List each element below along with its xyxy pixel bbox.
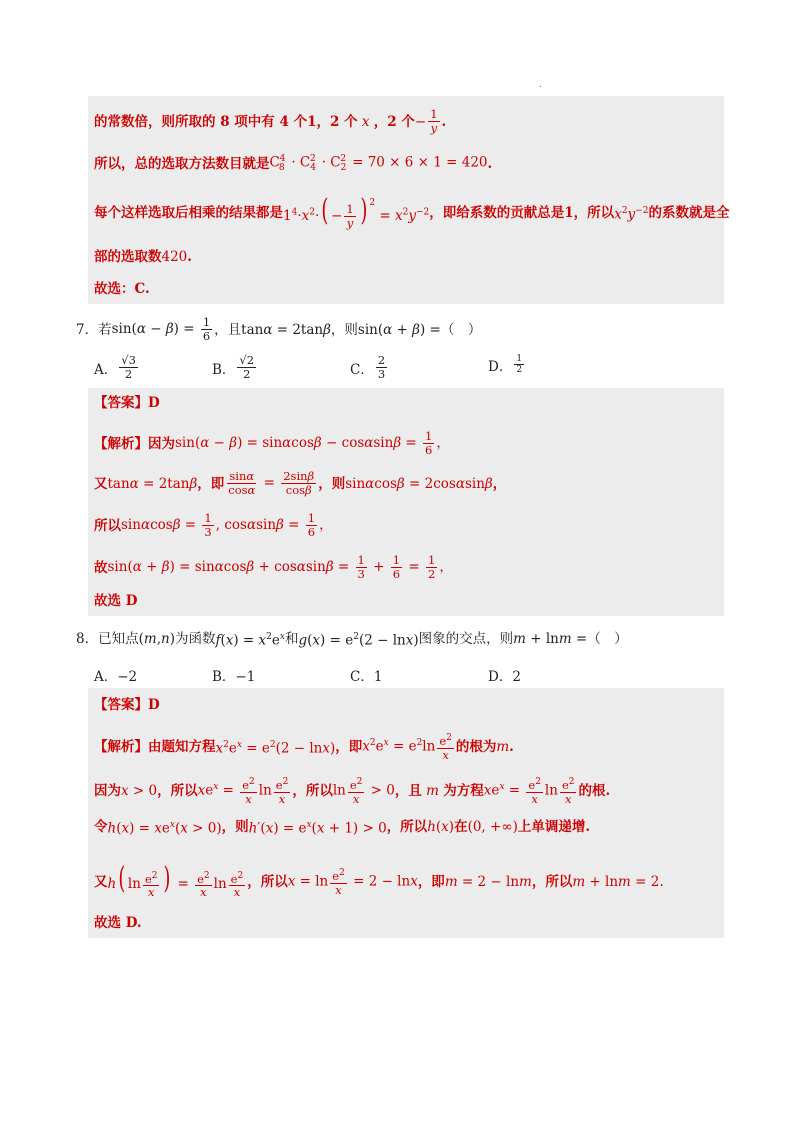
text: ，且: [394, 782, 422, 799]
text: 【答案】D: [94, 395, 160, 411]
text: ，: [492, 475, 507, 492]
formula: x = ln $\frac{e^2}{x}$ = 2 − lnx: [287, 867, 418, 897]
text: 因为: [94, 782, 121, 799]
analysis-line-3: [94, 816, 590, 838]
text: 故选 D.: [94, 915, 142, 931]
condition-sin: sin(α − β) = $\frac{1}{6}$: [111, 315, 211, 343]
option-text: C．1: [350, 669, 383, 685]
text: 又: [94, 475, 108, 492]
text: ，即: [335, 738, 363, 755]
solution-line-4: [94, 248, 192, 266]
text: ，所以: [531, 873, 573, 890]
question-number: 8．: [76, 630, 99, 647]
text: ，则: [330, 321, 358, 338]
q8-option-d: [488, 665, 521, 685]
text: （ ）: [440, 321, 482, 338]
text: 为函数: [174, 630, 216, 647]
interval: (0, +∞): [467, 818, 518, 835]
solution-line-3: [94, 193, 730, 230]
text: ，且: [214, 321, 242, 338]
text: 的根.: [578, 782, 611, 799]
text: 故选：C.: [94, 281, 150, 297]
text: 因为: [148, 435, 175, 452]
text: 的系数就是全: [648, 205, 730, 221]
text: 已知点: [98, 630, 139, 647]
text: .: [487, 155, 493, 172]
target-expression: m + lnm =: [513, 630, 588, 647]
answer-tag: [94, 394, 160, 412]
formula: sin(α − β) = sinαcosβ − cosαsinβ = $\frac{1}{6}$ ，: [175, 429, 450, 457]
combination-formula: $C_8^4 \cdot C_4^2 \cdot C_2^2 = 70 \times 6 \times 1 = 420$: [269, 154, 488, 174]
text: 故选 D: [94, 593, 138, 609]
formula: h( ln $\frac{e^2}{x}$ ) = $\frac{e^2}{x}$ ln $\frac{e^2}{x}$: [107, 861, 244, 900]
option-text: B．−1: [212, 669, 256, 685]
text: 若: [98, 321, 112, 338]
text: ，即: [197, 475, 225, 492]
q8-option-a: [94, 665, 137, 685]
question-7-stem: [76, 316, 481, 343]
text: 所以: [94, 517, 121, 534]
option-text: A．−2: [94, 669, 138, 685]
text: .: [441, 113, 447, 130]
option-value: $\frac{1}{2}$: [516, 354, 523, 375]
var-x: x: [357, 113, 374, 130]
q8-option-b: [212, 665, 255, 685]
formula: m = 2 − lnm: [444, 873, 532, 890]
formula: $x^2e^x = e^2\ln$ $\frac{e^2}{x}$: [362, 733, 452, 762]
text: ，则: [221, 818, 249, 835]
formula: h(x): [427, 818, 455, 835]
q7-option-c: [350, 354, 389, 381]
text: ，即给系数的贡献总是1，所以: [429, 205, 615, 221]
product-expression: $1^4\cdot x^2\cdot$( − $\frac{1}{y}$ ) $^2 = x^2y^{-2}$: [283, 193, 430, 230]
text: 图象的交点，则: [418, 630, 514, 647]
text: ，所以: [386, 818, 428, 835]
formula: $\frac{\sin\alpha}{\cos\alpha}$ = $\frac{2\sin\beta}{\cos\beta}$: [228, 469, 315, 497]
fraction-1-over-y: $\frac{1}{y}$: [430, 107, 438, 135]
analysis-line-2: [94, 470, 506, 497]
formula: $h'(x) = e^x(x + 1) > 0$: [248, 820, 387, 837]
var-m: m: [421, 782, 444, 799]
option-value: $\frac{2}{3}$: [377, 353, 386, 381]
formula: $xe^x$ = $\frac{e^2}{x}$ ln $\frac{e^2}{x}$: [483, 777, 575, 806]
formula: $x^2e^x = e^2(2 - \ln x)$: [215, 740, 336, 757]
text: 令: [94, 818, 108, 835]
formula: $xe^x$ = $\frac{e^2}{x}$ ln $\frac{e^2}{x}$: [197, 777, 289, 806]
option-text: D．2: [488, 669, 521, 685]
analysis-line-4: [94, 861, 664, 900]
option-value: $\frac{√3}{2}$: [121, 353, 136, 381]
formula: sinαcosβ = 2cosαsinβ: [345, 475, 493, 492]
term-x2y-2: $x^2y^{-2}$: [614, 206, 649, 223]
text: 和: [284, 630, 299, 647]
number-420: 420: [161, 249, 188, 265]
question-number: 7．: [76, 321, 99, 338]
text: 的根为: [455, 738, 497, 755]
text: 的常数倍，则所取的 8 项中有 4 个1，2 个: [94, 113, 358, 130]
text: ，所以: [247, 873, 288, 890]
text: 【答案】D: [94, 697, 160, 713]
condition-tan: tanα = 2tanβ: [241, 321, 331, 338]
solution-block-7: [88, 388, 724, 616]
option-value: $\frac{√2}{2}$: [239, 353, 255, 381]
analysis-line-4: [94, 554, 453, 581]
solution-choice: [94, 592, 137, 610]
formula: $h(x) = xe^x(x > 0)$: [107, 820, 222, 837]
option-label: B．: [212, 361, 236, 378]
formula: m + lnm = 2.: [572, 873, 664, 890]
text: ，所以: [292, 782, 333, 799]
text: .: [187, 249, 192, 265]
formula: ln $\frac{e^2}{x}$ > 0: [332, 777, 395, 806]
text: 又: [94, 873, 108, 890]
solution-choice: [94, 280, 150, 298]
q7-option-b: [212, 354, 258, 381]
formula: sinαcosβ = $\frac{1}{3}$ , cosαsinβ = $\frac{1}{6}$ ，: [121, 511, 333, 539]
text: 在: [454, 818, 468, 835]
function-g: $g(x) = e^2(2 - \ln x)$: [298, 632, 419, 649]
text: 部的选取数: [94, 249, 162, 265]
text: ，则: [318, 475, 346, 492]
text: 每个这样选取后相乘的结果都是: [94, 205, 283, 221]
q7-option-a: [94, 354, 140, 381]
text: 所以，总的选取方法数目就是: [94, 155, 270, 172]
analysis-line-2: [94, 776, 610, 806]
answer-tag: [94, 696, 160, 714]
question-8-stem: [76, 628, 628, 650]
function-f: $f(x) = x^2e^x$: [215, 632, 285, 649]
formula: x > 0: [121, 782, 158, 799]
page-mark: .: [539, 80, 542, 90]
text: 故: [94, 559, 108, 576]
solution-block-8: [88, 688, 724, 938]
analysis-line-3: [94, 512, 333, 539]
var-m: m: [496, 738, 510, 755]
text: 由题知方程: [148, 738, 216, 755]
analysis-line-1: [94, 430, 450, 457]
q8-option-c: [350, 665, 382, 685]
formula: tanα = 2tanβ: [107, 475, 198, 492]
option-label: D．: [488, 358, 513, 375]
option-label: A．: [94, 361, 118, 378]
text: （ ）: [587, 630, 628, 647]
target-sin: sin(α + β) =: [357, 321, 441, 338]
q7-option-d: [488, 354, 526, 375]
text: ，2 个: [373, 113, 415, 130]
solution-choice: [94, 914, 142, 932]
analysis-tag: 【解析】: [94, 738, 148, 755]
text: ，所以: [157, 782, 198, 799]
solution-block-6: [88, 96, 730, 304]
formula: sin(α + β) = sinαcosβ + cosαsinβ = $\frac{1}{3}$ + $\frac{1}{6}$ = $\frac{1}{2}$ ，: [107, 553, 453, 581]
solution-line-2: [94, 150, 492, 177]
text: ，即: [417, 873, 445, 890]
text: 为方程: [443, 782, 484, 799]
point-mn: (m,n): [138, 630, 175, 647]
analysis-tag: 【解析】: [94, 435, 148, 452]
analysis-line-1: 【解析】 由题知方程 $x^2e^x = e^2(2 - \ln x)$ ，即 $x^2e^x = e^2\ln$ $\frac{e^2}{x}$ 的根为 m .: [94, 733, 514, 762]
text: 上单调递增.: [517, 818, 591, 835]
option-label: C．: [350, 361, 374, 378]
solution-line-1: 的常数倍，则所取的 8 项中有 4 个1，2 个 x ，2 个 − $\frac{1}{y}$ .: [94, 107, 447, 135]
